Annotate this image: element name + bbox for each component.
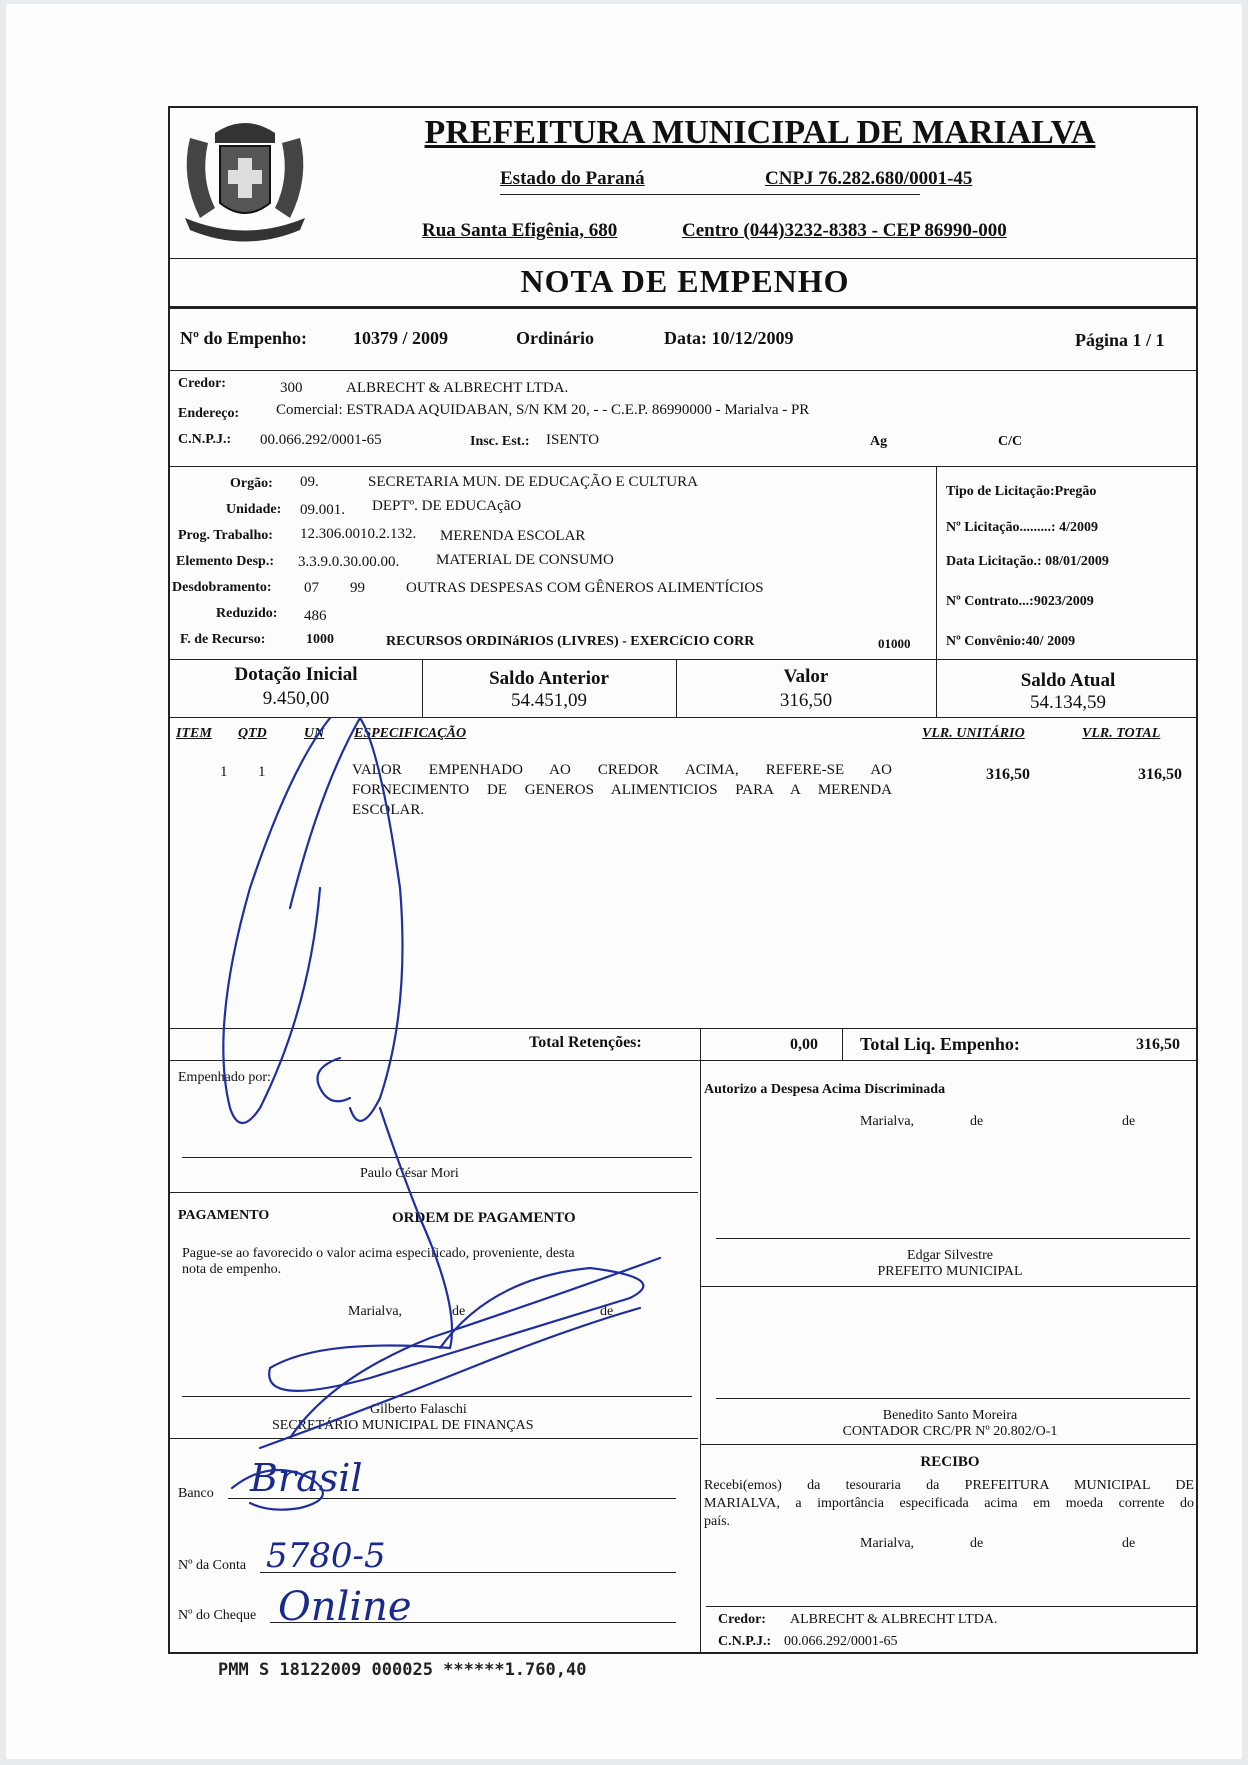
header-underline-1	[500, 194, 920, 195]
footer-stamp: PMM S 18122009 000025 ******1.760,40	[218, 1660, 587, 1680]
signature-line	[706, 1606, 1196, 1607]
prog-name: MERENDA ESCOLAR	[440, 528, 586, 544]
desd-name: OUTRAS DESPESAS COM GÊNEROS ALIMENTÍCIOS	[406, 580, 764, 596]
elem-code: 3.3.9.0.30.00.00.	[298, 554, 400, 570]
divider	[170, 258, 1196, 259]
divider	[170, 659, 1196, 660]
prog-label: Prog. Trabalho:	[178, 528, 273, 543]
saldo-atual-label: Saldo Atual	[1020, 670, 1116, 691]
fonte-code: 1000	[306, 632, 334, 647]
elem-label: Elemento Desp.:	[176, 554, 274, 569]
item-desc-line1: VALOR EMPENHADO AO CREDOR ACIMA, REFERE-SE AO	[352, 762, 892, 778]
pagamento-de2: de	[600, 1304, 614, 1319]
licitacao-convenio: Nº Convênio:40/ 2009	[946, 634, 1076, 649]
licitacao-contrato: Nº Contrato...:9023/2009	[946, 594, 1094, 609]
divider	[170, 370, 1196, 371]
col-especificacao: ESPECIFICAÇÃO	[354, 726, 467, 741]
recibo-city: Marialva,	[860, 1536, 915, 1551]
unidade-name: DEPTº. DE EDUCAçãO	[372, 498, 522, 514]
autorizo-label: Autorizo a Despesa Acima Discriminada	[704, 1082, 946, 1097]
valor-label: Valor	[783, 666, 829, 687]
autorizo-role: PREFEITO MUNICIPAL	[877, 1264, 1023, 1279]
pagamento-name: Gilberto Falaschi	[370, 1402, 467, 1417]
desd-label: Desdobramento:	[172, 580, 272, 595]
endereco-label: Endereço:	[178, 406, 240, 421]
divider	[170, 717, 1196, 718]
recibo-credor-label: Credor:	[718, 1612, 766, 1627]
item-vlr-total: 316,50	[1138, 766, 1182, 783]
empenho-number: 10379 / 2009	[353, 328, 449, 348]
empenhado-label: Empenhado por:	[178, 1070, 271, 1085]
handwritten-conta: 5780-5	[266, 1536, 386, 1576]
recibo-credor: ALBRECHT & ALBRECHT LTDA.	[790, 1612, 998, 1627]
divider	[170, 1060, 1196, 1061]
col-item: ITEM	[176, 726, 212, 741]
recibo-cnpj-label: C.N.P.J.:	[718, 1634, 772, 1649]
prog-code: 12.306.0010.2.132.	[300, 526, 417, 542]
credor-name: ALBRECHT & ALBRECHT LTDA.	[346, 380, 569, 396]
nota-de-empenho-form	[168, 106, 1198, 1654]
item-desc-line2: FORNECIMENTO DE GENEROS ALIMENTICIOS PARA A MERENDA	[352, 782, 892, 798]
item-qtd: 1	[258, 764, 266, 780]
cc-label: C/C	[998, 434, 1023, 449]
fonte-name: RECURSOS ORDINáRIOS (LIVRES) - EXERCíCIO CORR	[386, 634, 755, 649]
handwritten-banco: Brasil	[250, 1456, 363, 1500]
handwritten-cheque: Online	[278, 1584, 412, 1630]
retencoes-value: 0,00	[790, 1036, 818, 1053]
divider	[936, 466, 937, 659]
ordem-pagamento-label: ORDEM DE PAGAMENTO	[392, 1210, 576, 1226]
elem-name: MATERIAL DE CONSUMO	[436, 552, 614, 568]
col-un: UN	[304, 726, 325, 741]
reduzido-value: 486	[304, 608, 327, 624]
recibo-text3: país.	[704, 1514, 731, 1529]
recibo-de2: de	[1122, 1536, 1136, 1551]
cnpj-label: C.N.P.J.:	[178, 432, 232, 447]
col-qtd: QTD	[238, 726, 267, 741]
pagamento-label: PAGAMENTO	[178, 1208, 270, 1223]
autorizo-de2: de	[1122, 1114, 1136, 1129]
divider	[170, 1028, 1196, 1029]
licitacao-numero: Nº Licitação.........: 4/2009	[946, 520, 1098, 535]
signature-line	[182, 1396, 692, 1397]
unidade-code: 09.001.	[300, 502, 345, 518]
orgao-label: Orgão:	[230, 476, 273, 491]
conta-label: Nº da Conta	[178, 1558, 247, 1573]
unidade-label: Unidade:	[226, 502, 282, 517]
liq-empenho-value: 316,50	[1136, 1036, 1180, 1053]
item-vlr-unitario: 316,50	[986, 766, 1030, 783]
header-title: PREFEITURA MUNICIPAL DE MARIALVA	[424, 114, 1096, 151]
credor-endereco: Comercial: ESTRADA AQUIDABAN, S/N KM 20, - - C.E.P. 86990000 - Marialva - PR	[276, 402, 810, 418]
contador-role: CONTADOR CRC/PR Nº 20.802/O-1	[842, 1424, 1058, 1439]
credor-code: 300	[280, 380, 303, 396]
licitacao-data: Data Licitação.: 08/01/2009	[946, 554, 1109, 569]
empenho-type: Ordinário	[516, 328, 595, 348]
recibo-label: RECIBO	[920, 1454, 980, 1470]
reduzido-label: Reduzido:	[216, 606, 278, 621]
header-cnpj: CNPJ 76.282.680/0001-45	[765, 168, 973, 189]
empenhado-name: Paulo César Mori	[360, 1166, 459, 1181]
divider	[700, 1028, 701, 1060]
contador-name: Benedito Santo Moreira	[882, 1408, 1018, 1423]
valor-value: 316,50	[779, 690, 833, 711]
signature-line	[716, 1398, 1190, 1399]
recibo-de1: de	[970, 1536, 984, 1551]
saldo-anterior-value: 54.451,09	[511, 690, 587, 711]
signature-line	[182, 1157, 692, 1158]
autorizo-name: Edgar Silvestre	[907, 1248, 993, 1263]
pagamento-city: Marialva,	[348, 1304, 403, 1319]
orgao-code: 09.	[300, 474, 319, 490]
coat-of-arms-icon	[170, 108, 320, 253]
doc-title: NOTA DE EMPENHO	[520, 263, 850, 299]
autorizo-de1: de	[970, 1114, 984, 1129]
recibo-text2: MARIALVA, a importância especificada acima em moeda corrente do	[704, 1496, 1194, 1511]
header-centro-phone: Centro (044)3232-8383 - CEP 86990-000	[682, 220, 1007, 241]
item-number: 1	[220, 764, 228, 780]
divider	[842, 1028, 843, 1060]
saldo-anterior-label: Saldo Anterior	[489, 668, 609, 689]
empenho-date: Data: 10/12/2009	[664, 328, 794, 348]
credor-insc: ISENTO	[546, 432, 600, 448]
divider	[170, 466, 1196, 467]
divider	[700, 1060, 701, 1654]
pagamento-role: SECRETÁRIO MUNICIPAL DE FINANÇAS	[272, 1418, 534, 1433]
ag-label: Ag	[870, 434, 888, 449]
liq-empenho-label: Total Liq. Empenho:	[860, 1034, 1020, 1054]
empenho-label: Nº do Empenho:	[180, 328, 307, 348]
insc-label: Insc. Est.:	[470, 434, 530, 449]
empenho-page: Página 1 / 1	[1075, 330, 1165, 350]
header-state: Estado do Paraná	[500, 168, 645, 189]
orgao-name: SECRETARIA MUN. DE EDUCAÇÃO E CULTURA	[368, 474, 698, 490]
col-vlr-total: VLR. TOTAL	[1082, 726, 1161, 741]
retencoes-label: Total Retenções:	[529, 1034, 642, 1051]
fonte-code2: 01000	[878, 636, 911, 651]
desd-code2: 99	[350, 580, 365, 596]
banco-label: Banco	[178, 1486, 214, 1501]
divider	[700, 1286, 1196, 1287]
dotacao-inicial-label: Dotação Inicial	[234, 664, 358, 685]
divider	[170, 1438, 698, 1439]
saldo-atual-value: 54.134,59	[1030, 692, 1106, 713]
autorizo-city: Marialva,	[860, 1114, 915, 1129]
cheque-label: Nº do Cheque	[178, 1608, 257, 1623]
dotacao-inicial-value: 9.450,00	[262, 688, 330, 709]
divider	[700, 1444, 1196, 1445]
divider	[170, 306, 1196, 309]
col-vlr-unitario: VLR. UNITÁRIO	[922, 726, 1025, 741]
licitacao-tipo: Tipo de Licitação:Pregão	[946, 484, 1097, 499]
signature-line	[716, 1238, 1190, 1239]
pagamento-de1: de	[452, 1304, 466, 1319]
divider	[170, 1192, 698, 1193]
header-address: Rua Santa Efigênia, 680	[422, 220, 618, 241]
desd-code1: 07	[304, 580, 319, 596]
recibo-cnpj: 00.066.292/0001-65	[784, 1634, 898, 1649]
credor-cnpj: 00.066.292/0001-65	[260, 432, 382, 448]
pagamento-text1: Pague-se ao favorecido o valor acima especificado, proveniente, desta	[182, 1246, 575, 1261]
pagamento-text2: nota de empenho.	[182, 1262, 282, 1277]
fonte-label: F. de Recurso:	[180, 632, 266, 647]
credor-label: Credor:	[178, 376, 226, 391]
item-desc-line3: ESCOLAR.	[352, 802, 425, 818]
recibo-text1: Recebi(emos) da tesouraria da PREFEITURA MUNICIPAL DE	[704, 1478, 1194, 1493]
